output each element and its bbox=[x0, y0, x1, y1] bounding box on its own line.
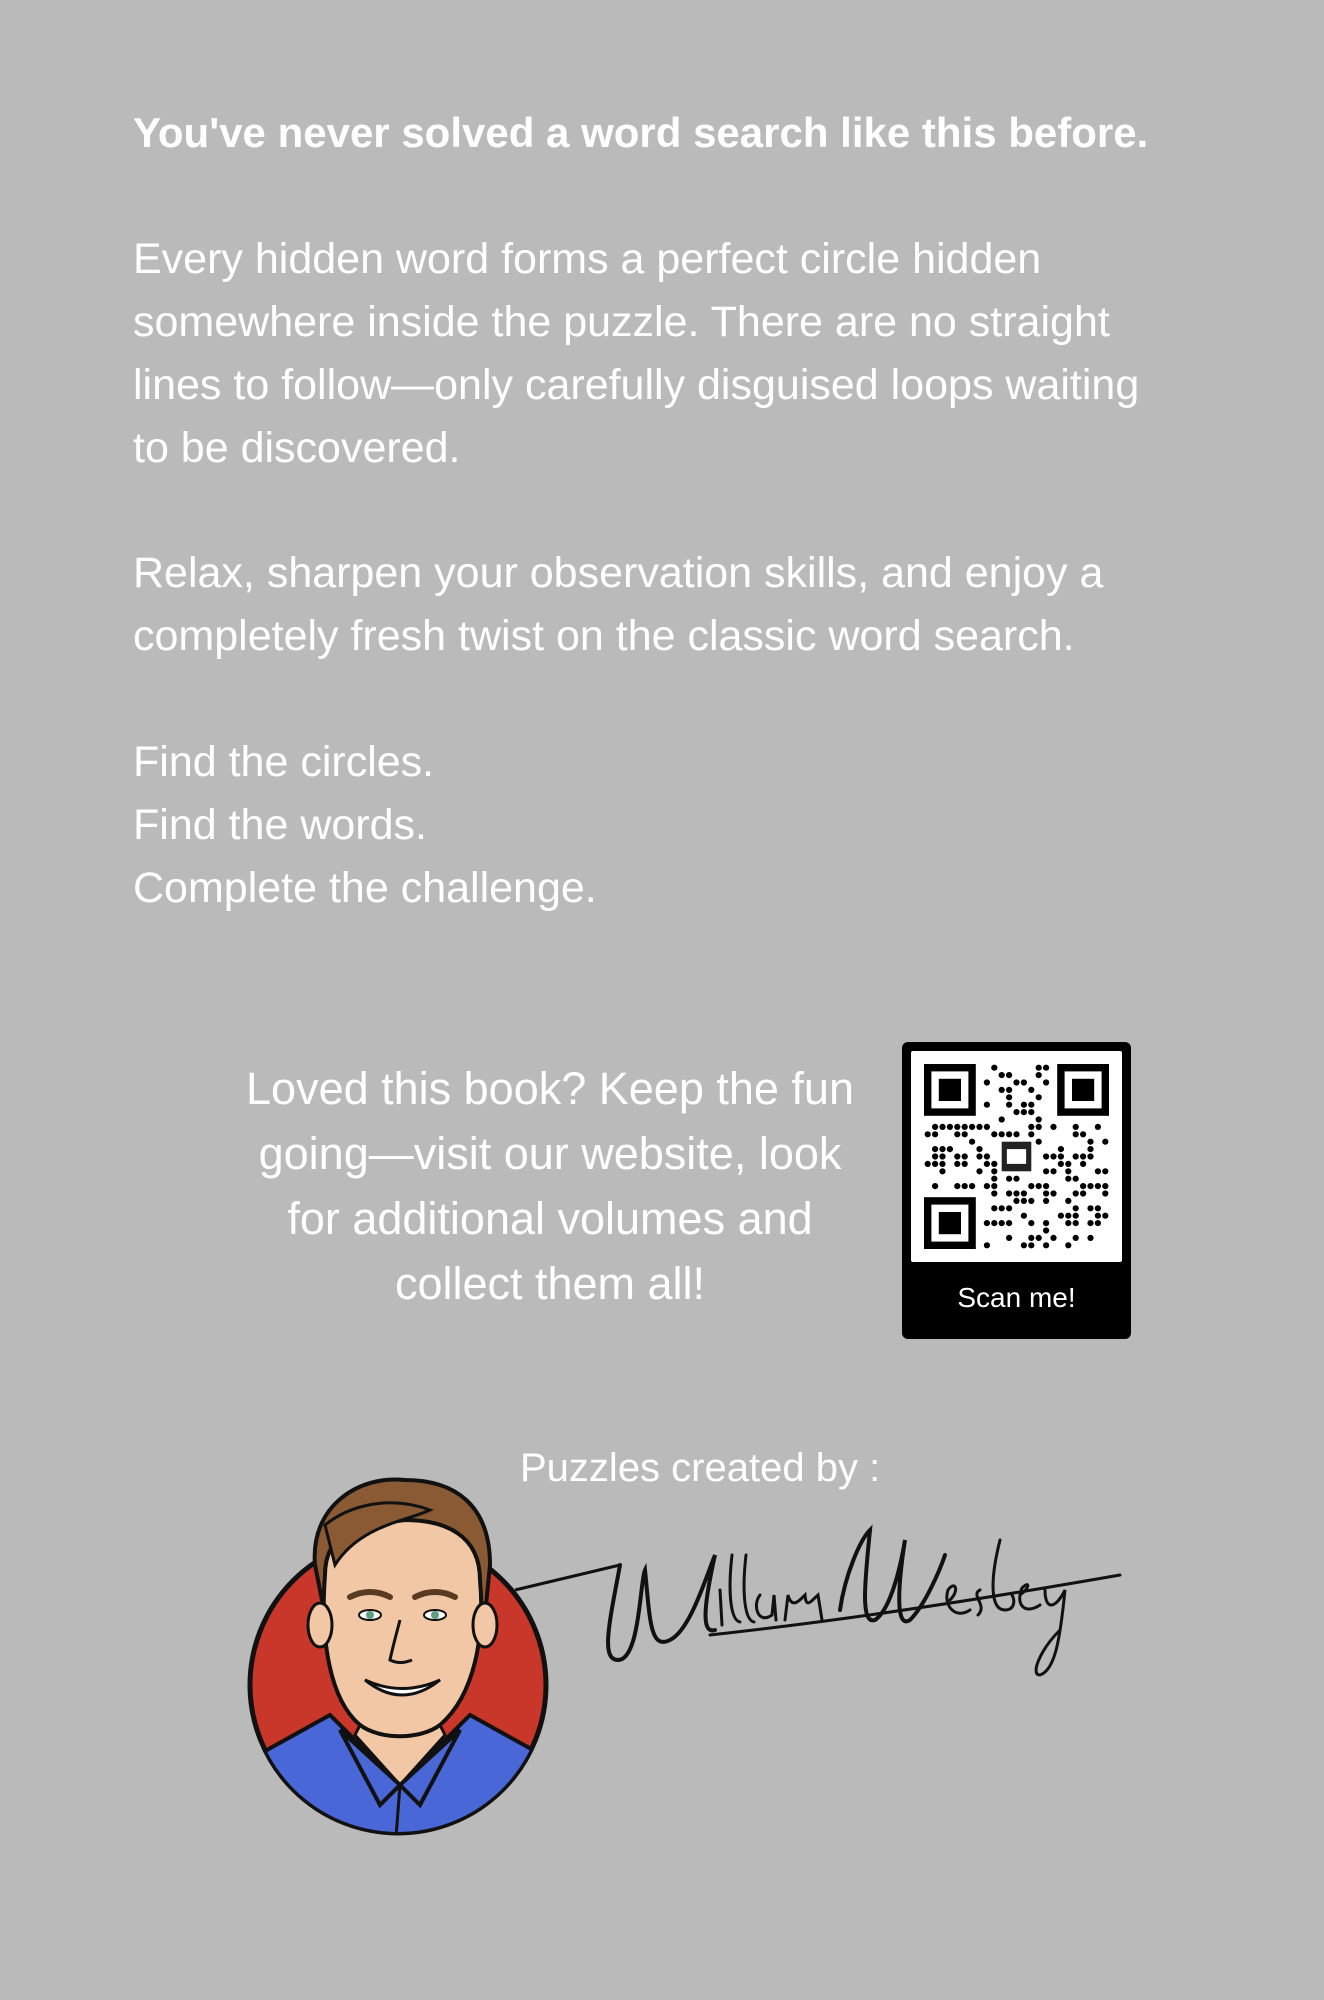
invitation-line: Relax, sharpen your observation skills, and enjoy a bbox=[133, 549, 1104, 597]
qr-code-card[interactable] bbox=[902, 1042, 1131, 1339]
tagline-line: Find the circles. bbox=[133, 738, 435, 786]
promo-line: collect them all! bbox=[394, 1258, 706, 1309]
promo-line: Loved this book? Keep the fun bbox=[246, 1063, 854, 1114]
description-line: to be discovered. bbox=[133, 424, 461, 472]
description-line: somewhere inside the puzzle. There are no straight bbox=[133, 298, 1110, 346]
tagline-line: Complete the challenge. bbox=[133, 864, 597, 912]
description-line: lines to follow—only carefully disguised loops waiting bbox=[133, 361, 1140, 409]
description-paragraph bbox=[133, 228, 1233, 480]
description-line: Every hidden word forms a perfect circle hidden bbox=[133, 235, 1042, 283]
promo-text bbox=[200, 1056, 900, 1316]
promo-line: for additional volumes and bbox=[287, 1193, 813, 1244]
credit-label: Puzzles created by : bbox=[520, 1446, 881, 1490]
promo-line: going—visit our website, look bbox=[258, 1128, 842, 1179]
qr-caption: Scan me! bbox=[957, 1282, 1076, 1313]
author-signature bbox=[500, 1460, 1140, 1690]
tagline-line: Find the words. bbox=[133, 801, 427, 849]
invitation-line: completely fresh twist on the classic word search. bbox=[133, 612, 1075, 660]
qr-code[interactable] bbox=[911, 1051, 1122, 1262]
invitation-paragraph bbox=[133, 542, 1233, 668]
qr-code-icon bbox=[911, 1051, 1122, 1262]
tagline-list bbox=[133, 731, 1233, 920]
headline: You've never solved a word search like this before. bbox=[133, 109, 1149, 156]
